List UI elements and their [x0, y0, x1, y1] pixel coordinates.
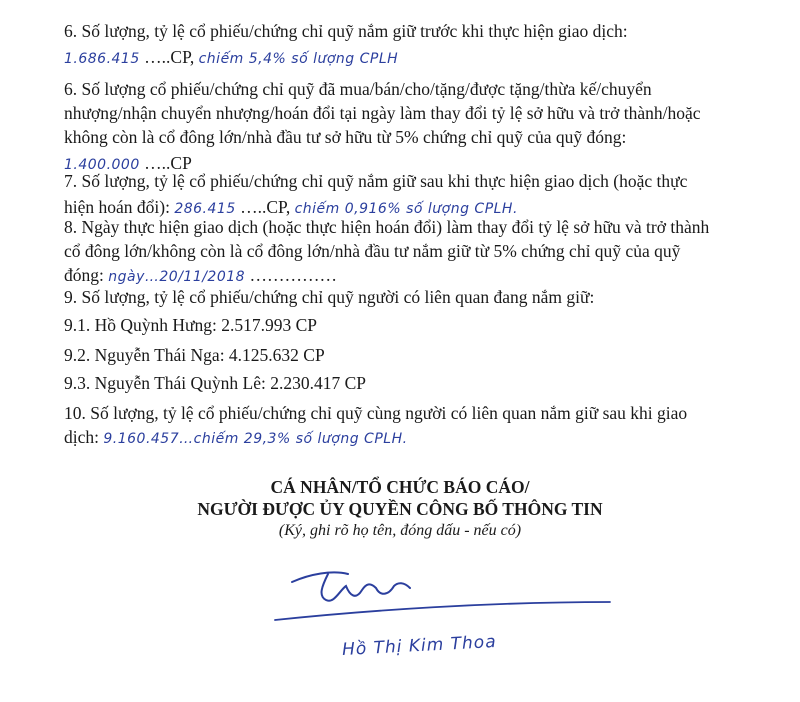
unit-text: …..CP,: [240, 197, 291, 217]
item-8-prefix: đóng:: [64, 265, 104, 285]
item-6-traded-line-3: không còn là cổ đông lớn/nhà đầu tư sở hữu từ 5% chứng chỉ quỹ của quỹ đóng:: [64, 127, 627, 147]
item-10-line-2: [64, 424, 744, 452]
signature-scribble: [270, 560, 620, 640]
handwritten-amount-after: 286.415: [174, 201, 236, 217]
signature-instruction: (Ký, ghi rõ họ tên, đóng dấu - nếu có): [278, 522, 522, 539]
item-9-text: 9. Số lượng, tỷ lệ cổ phiếu/chứng chỉ quỹ người có liên quan đang nắm giữ:: [64, 287, 595, 307]
handwritten-ratio-after: chiếm 0,916% số lượng CPLH.: [294, 201, 518, 217]
unit-text: …..CP,: [144, 47, 195, 67]
item-8-line-2: cổ đông lớn/không còn là cổ đông lớn/nhà đầu tư nắm giữ từ 5% chứng chỉ quỹ của quỹ: [64, 241, 681, 261]
handwritten-signer-name: Hồ Thị Kim Thoa: [341, 631, 498, 661]
item-8-dots: ……………: [249, 265, 337, 285]
item-6-traded-line-2: nhượng/nhận chuyển nhượng/hoán đổi tại ngày làm thay đổi tỷ lệ sở hữu và trở thành/hoặc: [64, 103, 701, 123]
item-8-line-1: 8. Ngày thực hiện giao dịch (hoặc thực hiện hoán đổi) làm thay đổi tỷ lệ sở hữu và trở thành: [64, 217, 710, 237]
item-6-traded-line-1: 6. Số lượng cổ phiếu/chứng chỉ quỹ đã mua/bán/cho/tặng/được tặng/thừa kế/chuyển: [64, 79, 652, 99]
handwritten-traded-amount: 1.400.000: [64, 157, 140, 173]
item-10-line-1: 10. Số lượng, tỷ lệ cổ phiếu/chứng chỉ quỹ cùng người có liên quan nắm giữ sau khi giao: [64, 403, 688, 423]
item-6-before-values: [64, 44, 744, 72]
item-9-1: 9.1. Hồ Quỳnh Hưng: 2.517.993 CP: [64, 315, 318, 335]
handwritten-date: ngày…20/11/2018: [108, 269, 246, 285]
signature-heading-1: CÁ NHÂN/TỔ CHỨC BÁO CÁO/: [270, 477, 530, 497]
item-7-line-1: 7. Số lượng, tỷ lệ cổ phiếu/chứng chỉ quỹ nắm giữ sau khi thực hiện giao dịch (hoặc thực: [64, 171, 688, 191]
handwritten-total-after: 9.160.457…chiếm 29,3% số lượng CPLH.: [103, 431, 408, 447]
item-9-3: 9.3. Nguyễn Thái Quỳnh Lê: 2.230.417 CP: [64, 373, 367, 393]
item-6-before-text: 6. Số lượng, tỷ lệ cổ phiếu/chứng chỉ quỹ nắm giữ trước khi thực hiện giao dịch:: [64, 21, 628, 41]
handwritten-amount-before: 1.686.415: [64, 51, 140, 67]
signature-heading-2: NGƯỜI ĐƯỢC ỦY QUYỀN CÔNG BỐ THÔNG TIN: [197, 499, 603, 519]
handwritten-ratio-before: chiếm 5,4% số lượng CPLH: [198, 51, 399, 67]
item-10-prefix: dịch:: [64, 427, 99, 447]
unit-text: …..CP: [144, 153, 192, 173]
item-7-prefix: hiện hoán đổi):: [64, 197, 170, 217]
item-9-2: 9.2. Nguyễn Thái Nga: 4.125.632 CP: [64, 345, 325, 365]
